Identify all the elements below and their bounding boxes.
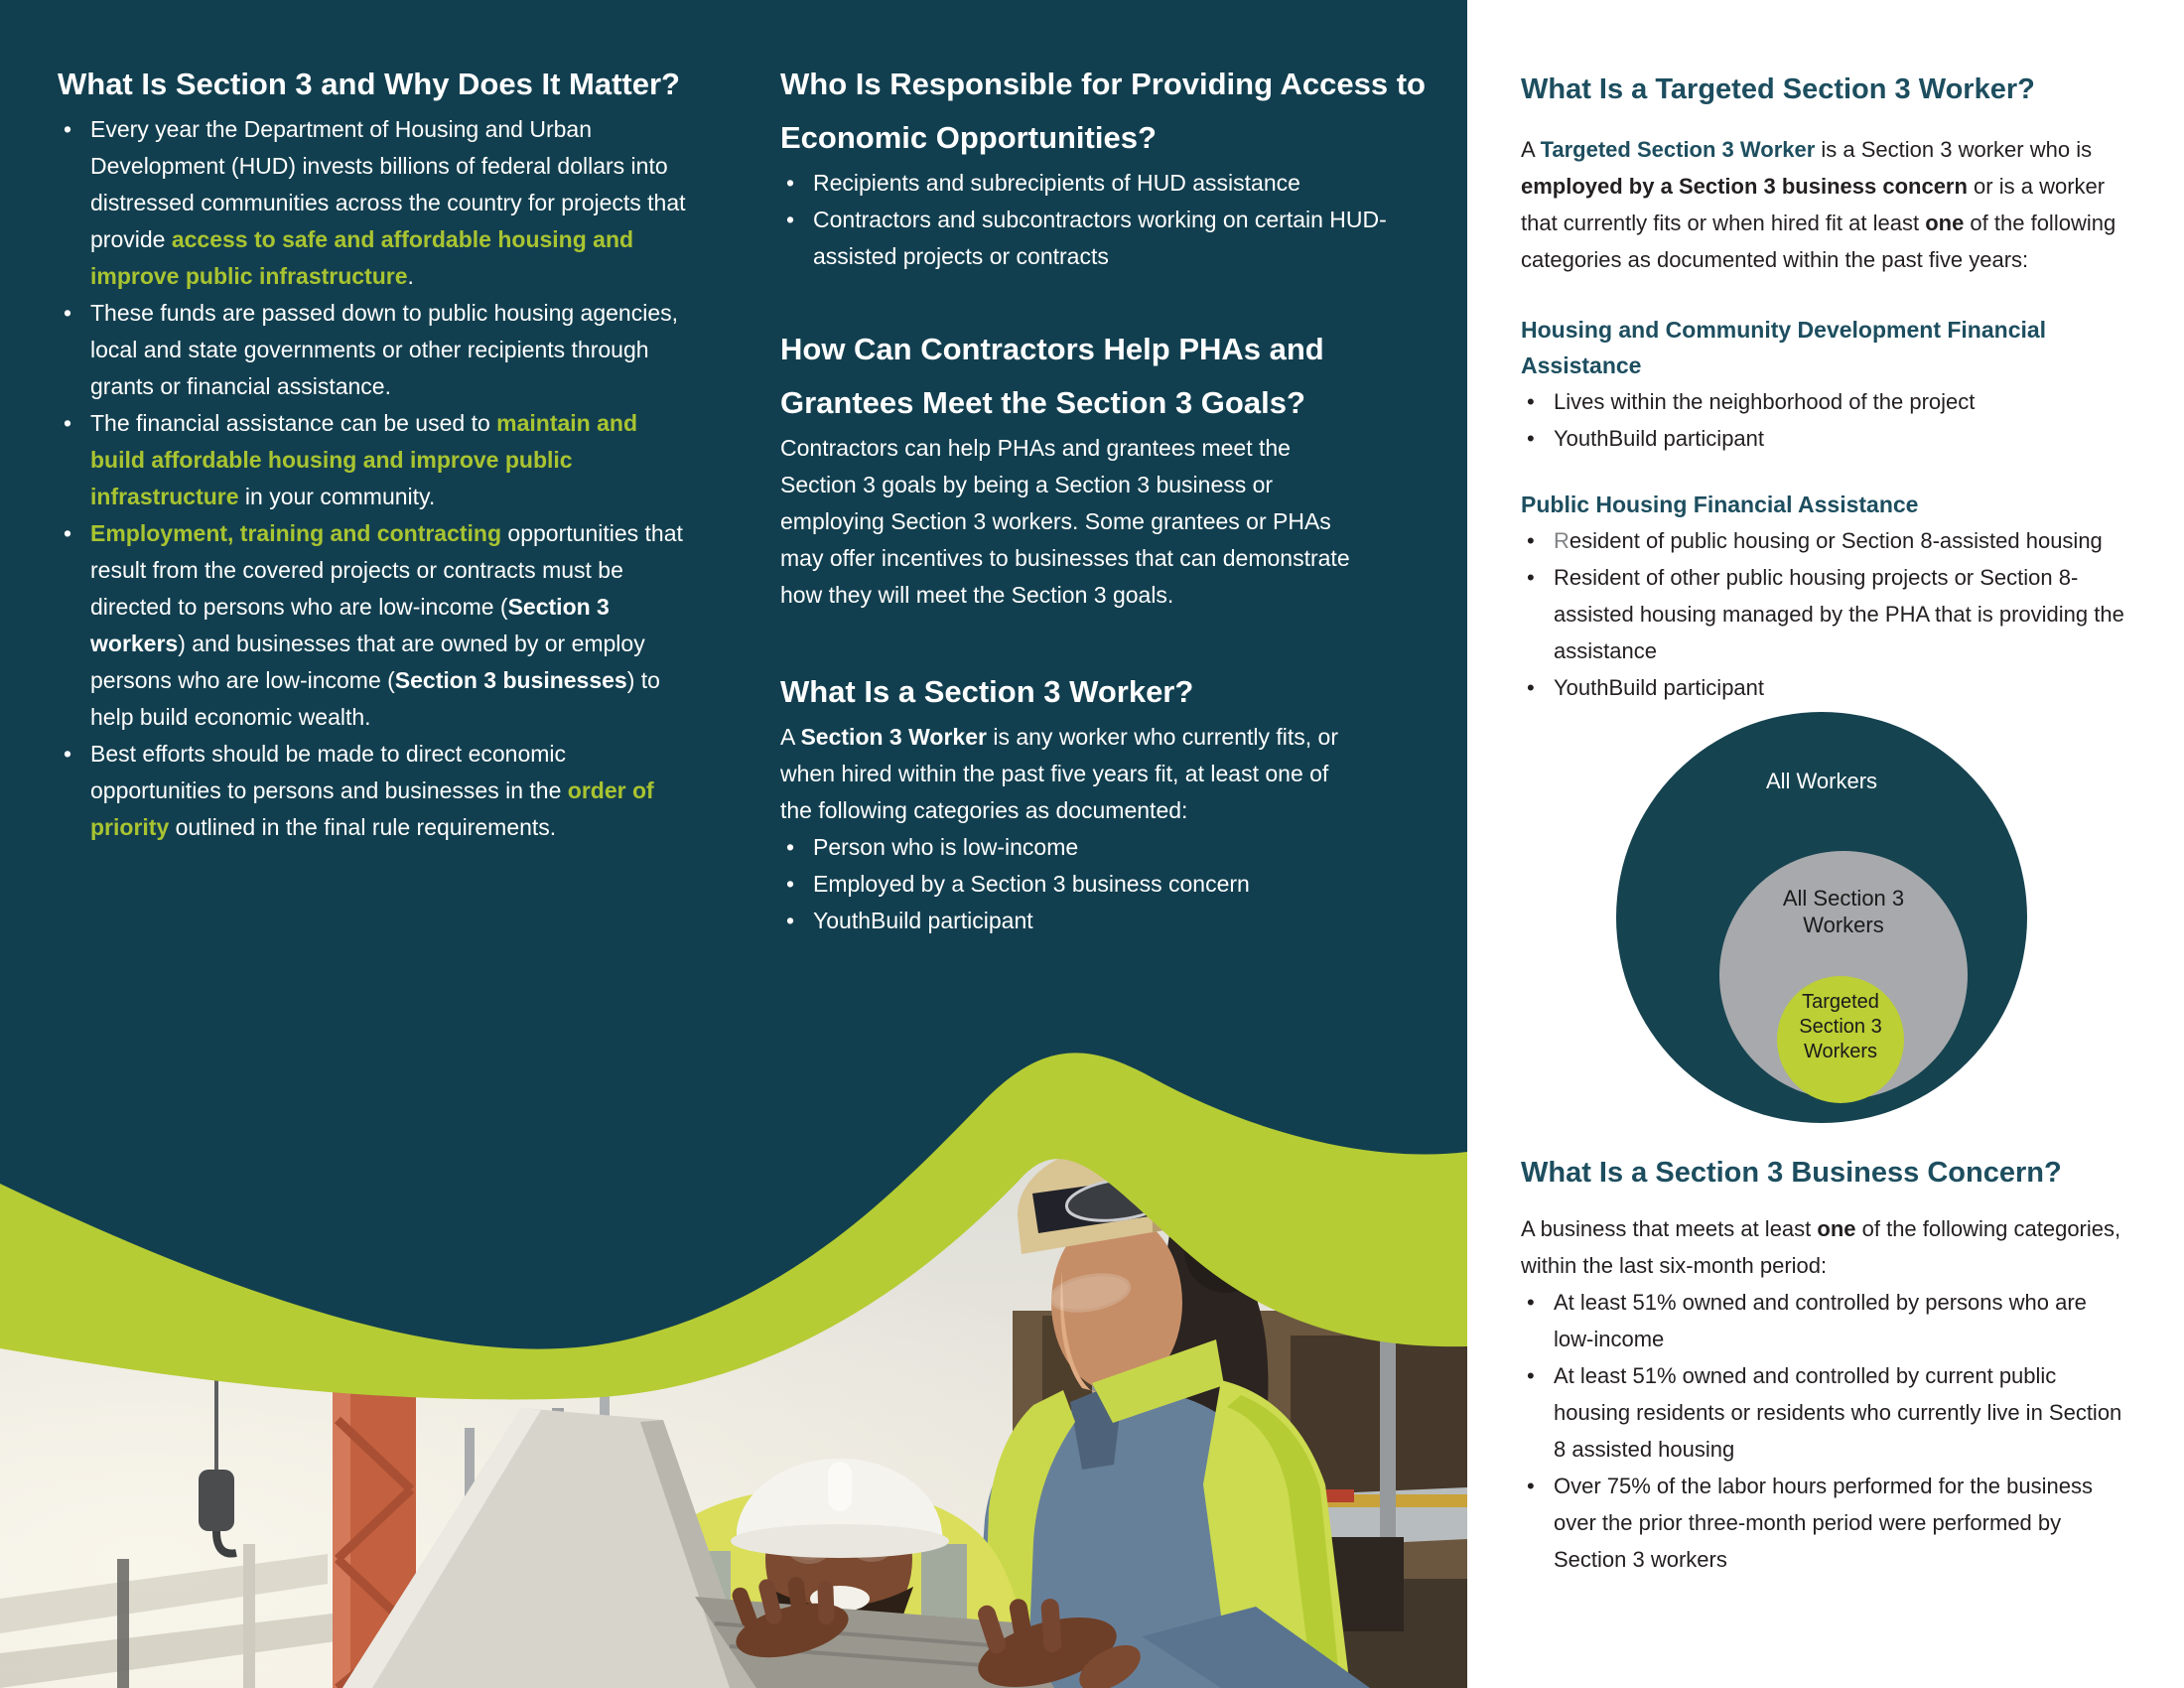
list-item: • Employed by a Section 3 business concern <box>780 866 1426 903</box>
contractors-paragraph: Contractors can help PHAs and grantees meet the Section 3 goals by being a Section 3 business or employing Section 3 workers. Some grantees or PHAs may offer incentives to businesses that can demonstrate how they will meet the Section 3 goals. <box>780 435 1350 608</box>
section-heading: What Is a Section 3 Business Concern? <box>1521 1157 2062 1189</box>
section-heading: How Can Contractors Help PHAs and Grantees Meet the Section 3 Goals? <box>780 332 1324 420</box>
list-item: • Over 75% of the labor hours performed for the business over the prior three-month period were performed by Section 3 workers <box>1521 1468 2126 1578</box>
business-concern-paragraph: A business that meets at least one of the following categories, within the last six-month period: <box>1521 1216 2121 1278</box>
list-item: • Contractors and subcontractors working on certain HUD-assisted projects or contracts <box>780 202 1426 275</box>
workers-venn-diagram <box>1521 712 2126 1129</box>
list-item: • Best efforts should be made to direct economic opportunities to persons and businesses in the order of priority outlined in the final rule requirements. <box>58 736 693 846</box>
list-item: • Resident of other public housing projects or Section 8-assisted housing managed by the PHA that is providing the assistance <box>1521 559 2126 669</box>
list-item: • Person who is low-income <box>780 829 1426 866</box>
all-section3-workers-label: All Section 3 Workers <box>1782 886 1905 937</box>
list-item: • Resident of public housing or Section 8-assisted housing <box>1521 522 2126 559</box>
responsible-parties-list <box>780 165 1426 275</box>
public-housing-list <box>1521 522 2126 706</box>
list-item: • These funds are passed down to public housing agencies, local and state governments or other recipients through grants or financial assistance. <box>58 295 693 405</box>
section-heading: What Is a Targeted Section 3 Worker? <box>1521 73 2035 105</box>
worker-categories-list <box>780 829 1426 939</box>
section-heading: What Is a Section 3 Worker? <box>780 674 1194 709</box>
section-heading: Who Is Responsible for Providing Access to Economic Opportunities? <box>780 67 1426 155</box>
white-panel <box>1467 0 2184 1688</box>
list-item: • At least 51% owned and controlled by persons who are low-income <box>1521 1284 2126 1357</box>
list-item: • The financial assistance can be used to maintain and build affordable housing and improve public infrastructure in your community. <box>58 405 693 515</box>
list-item: • Every year the Department of Housing and Urban Development (HUD) invests billions of federal dollars into distressed communities across the country for projects that provide access to safe and affordable housing and improve public infrastructure. <box>58 111 693 295</box>
list-item: • YouthBuild participant <box>1521 669 2126 706</box>
section3-benefits-list <box>58 111 693 846</box>
subsection-heading: Housing and Community Development Financial Assistance <box>1521 317 2047 378</box>
column-responsibility <box>780 58 1426 939</box>
hcd-assistance-list <box>1521 383 2126 457</box>
worker-definition-paragraph: A Section 3 Worker is any worker who currently fits, or when hired within the past five years fit, at least one of the following categories as documented: <box>780 724 1339 823</box>
business-concern-list <box>1521 1284 2126 1578</box>
list-item: • Recipients and subrecipients of HUD assistance <box>780 165 1426 202</box>
list-item: • At least 51% owned and controlled by current public housing residents or residents who currently live in Section 8 assisted housing <box>1521 1357 2126 1468</box>
section-heading: What Is Section 3 and Why Does It Matter? <box>58 67 680 101</box>
list-item: • Lives within the neighborhood of the project <box>1521 383 2126 420</box>
list-item: • Employment, training and contracting opportunities that result from the covered projects or contracts must be directed to persons who are low-income (Section 3 workers) and businesses that are owned by or employ persons who are low-income (Section 3 businesses) to help build economic wealth. <box>58 515 693 736</box>
subsection-heading: Public Housing Financial Assistance <box>1521 492 1919 517</box>
list-item: • YouthBuild participant <box>1521 420 2126 457</box>
column-what-is-section3 <box>58 58 693 846</box>
all-workers-label: All Workers <box>1765 769 1878 793</box>
targeted-section3-workers-label: Targeted Section 3 Workers <box>1799 991 1882 1062</box>
targeted-worker-paragraph: A Targeted Section 3 Worker is a Section 3 worker who is employed by a Section 3 business concern or is a worker that currently fits or when hired fit at least one of the following categories as documented within the past five years: <box>1521 137 2116 272</box>
list-item: • YouthBuild participant <box>780 903 1426 939</box>
